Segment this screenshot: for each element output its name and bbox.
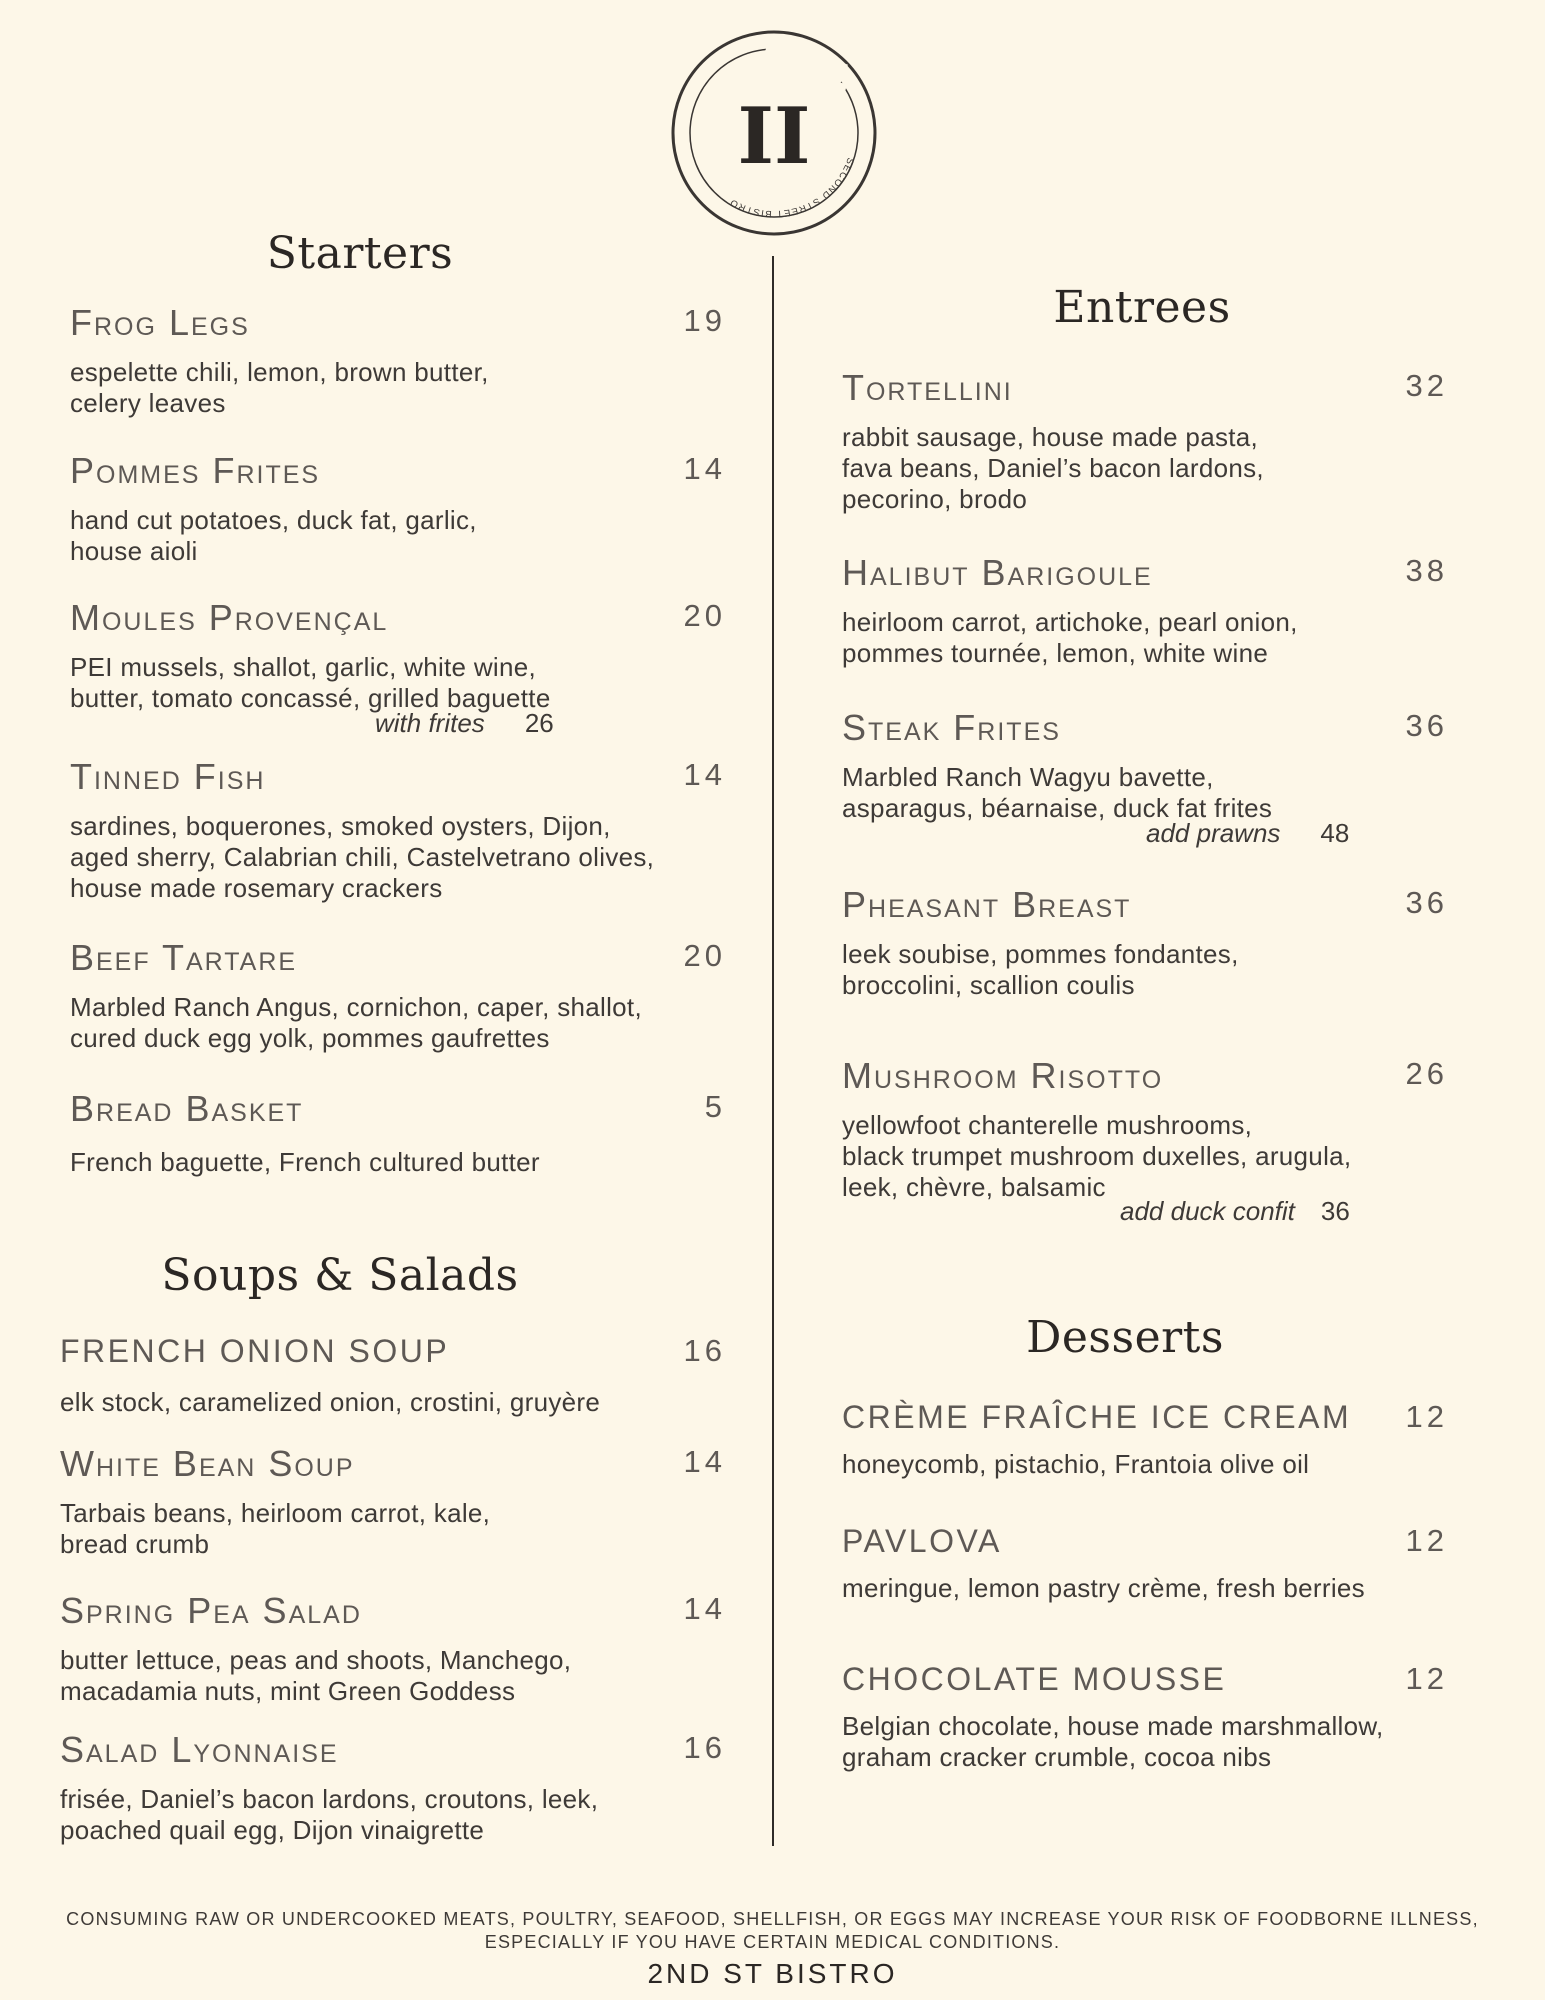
- item-description: sardines, boquerones, smoked oysters, Dijon, aged sherry, Calabrian chili, Castelvetrano olives, house made rosemary crackers: [70, 811, 655, 903]
- item-name: Spring Pea Salad: [60, 1590, 362, 1631]
- menu-item-tinned-fish: [70, 756, 726, 904]
- menu-item-bread-basket: [70, 1088, 726, 1178]
- menu-item-pheasant-breast: [842, 884, 1448, 1001]
- item-description: Tarbais beans, heirloom carrot, kale, bread crumb: [60, 1498, 491, 1559]
- item-description: heirloom carrot, artichoke, pearl onion, pommes tournée, lemon, white wine: [842, 607, 1298, 668]
- item-description: Belgian chocolate, house made marshmallow, graham cracker crumble, cocoa nibs: [842, 1711, 1384, 1772]
- item-price: 20: [683, 938, 726, 973]
- column-divider: [772, 256, 774, 1846]
- menu-item-tortellini: [842, 367, 1448, 515]
- item-price: 14: [683, 757, 726, 792]
- item-name: Halibut Barigoule: [842, 552, 1153, 593]
- addon-price: 48: [1320, 818, 1350, 848]
- item-price: 5: [704, 1089, 726, 1124]
- item-description: PEI mussels, shallot, garlic, white wine, butter, tomato concassé, grilled baguette: [70, 652, 551, 713]
- menu-item-creme-fraiche-ice-cream: [842, 1401, 1448, 1480]
- menu-item-halibut-barigoule: [842, 552, 1448, 669]
- item-name: Pheasant Breast: [842, 884, 1132, 925]
- item-price: 36: [1405, 708, 1448, 743]
- logo-seal-icon: [669, 28, 879, 238]
- item-description: French baguette, French cultured butter: [70, 1147, 540, 1177]
- menu-item-pommes-frites: [70, 450, 726, 567]
- item-description: frisée, Daniel’s bacon lardons, croutons, leek, poached quail egg, Dijon vinaigrette: [60, 1784, 599, 1845]
- addon-price: 26: [524, 708, 554, 738]
- item-name: FRENCH ONION SOUP: [60, 1333, 450, 1369]
- item-addon: [1146, 818, 1349, 849]
- menu-item-beef-tartare: [70, 937, 726, 1054]
- menu-item-steak-frites: [842, 707, 1448, 848]
- menu-item-chocolate-mousse: [842, 1663, 1448, 1773]
- item-name: Beef Tartare: [70, 937, 298, 978]
- soups-salads-heading: Soups & Salads: [161, 1250, 519, 1301]
- item-description: honeycomb, pistachio, Frantoia olive oil: [842, 1449, 1310, 1479]
- menu-item-pavlova: [842, 1525, 1448, 1604]
- item-description: hand cut potatoes, duck fat, garlic, house aioli: [70, 505, 477, 566]
- item-name: Salad Lyonnaise: [60, 1729, 339, 1770]
- item-addon: [375, 708, 554, 739]
- menu-item-white-bean-soup: [60, 1443, 726, 1560]
- item-description: rabbit sausage, house made pasta, fava beans, Daniel’s bacon lardons, pecorino, brodo: [842, 422, 1264, 514]
- addon-label: add duck confit: [1120, 1196, 1295, 1226]
- footer-brand-name: 2ND ST BISTRO: [647, 1958, 898, 1989]
- item-description: leek soubise, pommes fondantes, broccolini, scallion coulis: [842, 939, 1239, 1000]
- addon-price: 36: [1320, 1196, 1350, 1226]
- item-name: Moules Provençal: [70, 597, 389, 638]
- logo-monogram: II: [737, 91, 811, 182]
- item-price: 12: [1405, 1523, 1448, 1558]
- starters-heading: Starters: [266, 228, 454, 279]
- menu-item-moules-provencal: [70, 597, 726, 738]
- item-price: 16: [683, 1333, 726, 1368]
- item-name: CRÈME FRAÎCHE ICE CREAM: [842, 1399, 1352, 1435]
- item-price: 14: [683, 1591, 726, 1626]
- item-price: 14: [683, 1444, 726, 1479]
- item-description: Marbled Ranch Wagyu bavette, asparagus, béarnaise, duck fat frites: [842, 762, 1273, 823]
- item-name: Bread Basket: [70, 1088, 304, 1129]
- item-name: Mushroom Risotto: [842, 1055, 1164, 1096]
- logo-ring-text: SECOND STREET BISTRO: [727, 156, 856, 220]
- item-price: 36: [1405, 885, 1448, 920]
- item-description: yellowfoot chanterelle mushrooms, black trumpet mushroom duxelles, arugula, leek, chèvre, balsamic: [842, 1110, 1352, 1202]
- bistro-logo: [669, 28, 879, 238]
- menu-item-mushroom-risotto: [842, 1055, 1448, 1226]
- menu-item-frog-legs: [70, 302, 726, 419]
- item-price: 14: [683, 451, 726, 486]
- item-price: 32: [1405, 368, 1448, 403]
- item-price: 26: [1405, 1056, 1448, 1091]
- item-price: 19: [683, 303, 726, 338]
- item-name: Frog Legs: [70, 302, 250, 343]
- item-price: 16: [683, 1730, 726, 1765]
- item-name: Tinned Fish: [70, 756, 266, 797]
- menu-item-salad-lyonnaise: [60, 1729, 726, 1846]
- menu-item-spring-pea-salad: [60, 1590, 726, 1707]
- item-description: butter lettuce, peas and shoots, Manchego, macadamia nuts, mint Green Goddess: [60, 1645, 572, 1706]
- item-description: Marbled Ranch Angus, cornichon, caper, shallot, cured duck egg yolk, pommes gaufrettes: [70, 992, 642, 1053]
- item-name: PAVLOVA: [842, 1523, 1002, 1559]
- item-price: 20: [683, 598, 726, 633]
- item-name: Steak Frites: [842, 707, 1061, 748]
- item-addon: [1120, 1196, 1350, 1227]
- item-price: 38: [1405, 553, 1448, 588]
- addon-label: add prawns: [1146, 818, 1281, 848]
- health-warning: CONSUMING RAW OR UNDERCOOKED MEATS, POULTRY, SEAFOOD, SHELLFISH, OR EGGS MAY INCREASE YOUR RISK OF FOODBORNE ILLNESS, ESPECIALLY IF YOU HAVE CERTAIN MEDICAL CONDITIONS.: [66, 1909, 1479, 1952]
- item-name: CHOCOLATE MOUSSE: [842, 1661, 1227, 1697]
- item-name: Pommes Frites: [70, 450, 321, 491]
- item-name: Tortellini: [842, 367, 1013, 408]
- entrees-heading: Entrees: [1053, 282, 1231, 333]
- menu-item-french-onion-soup: [60, 1335, 726, 1418]
- item-price: 12: [1405, 1399, 1448, 1434]
- item-description: meringue, lemon pastry crème, fresh berries: [842, 1573, 1365, 1603]
- item-name: White Bean Soup: [60, 1443, 355, 1484]
- desserts-heading: Desserts: [1026, 1312, 1224, 1363]
- item-description: espelette chili, lemon, brown butter, celery leaves: [70, 357, 489, 418]
- item-description: elk stock, caramelized onion, crostini, gruyère: [60, 1387, 601, 1417]
- item-price: 12: [1405, 1661, 1448, 1696]
- addon-label: with frites: [375, 708, 485, 738]
